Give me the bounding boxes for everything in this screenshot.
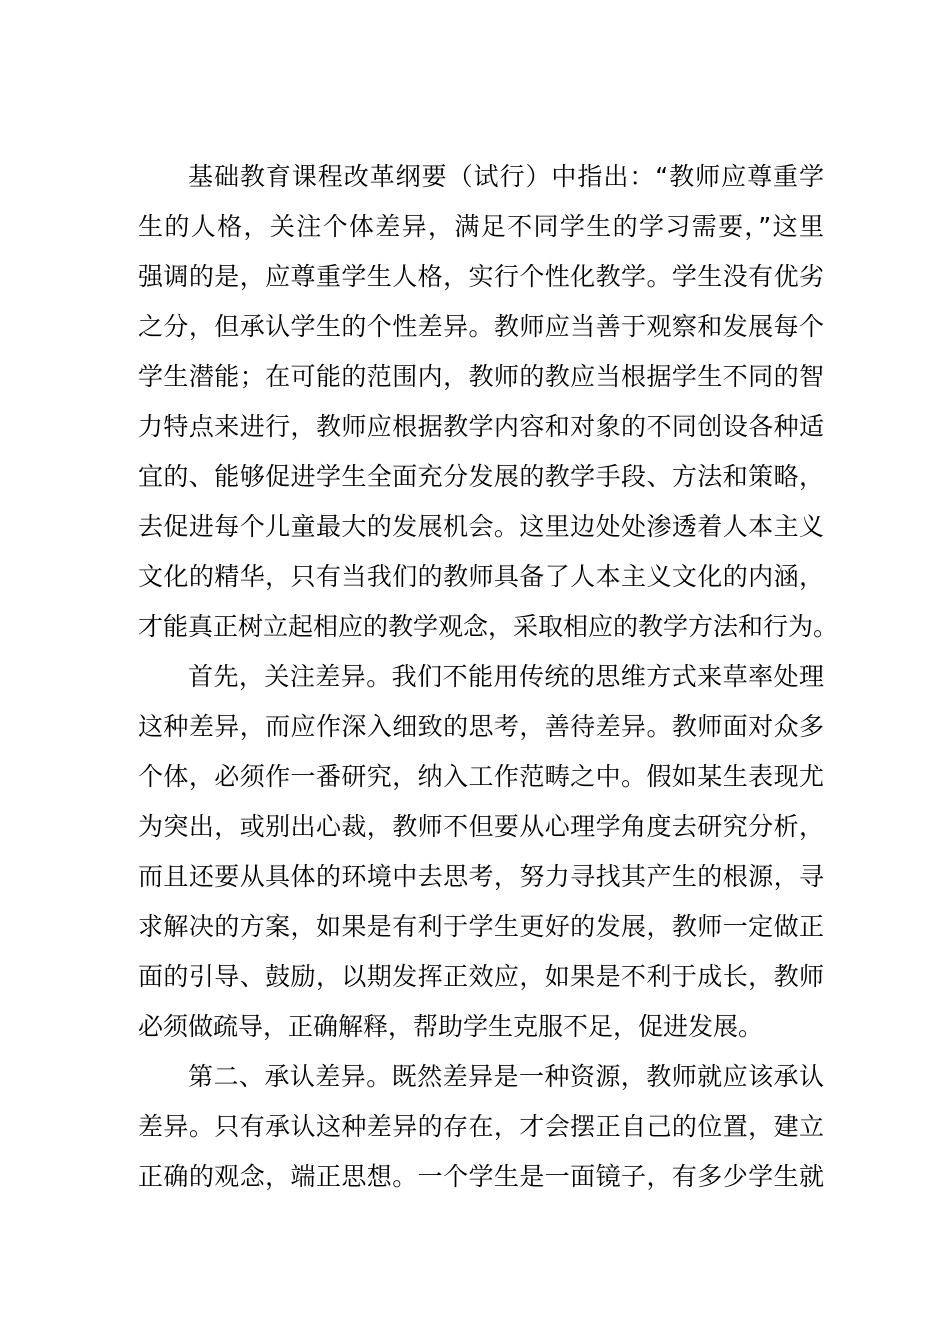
paragraph-3 [138,1052,824,1202]
text-line: 力特点来进行，教师应根据教学内容和对象的不同创设各种适 [138,412,824,441]
paragraph-1 [138,152,839,652]
text-line: 宜的、能够促进学生全面充分发展的教学手段、方法和策略， [138,462,824,491]
paragraph-2 [138,652,824,1052]
text-line: 差异。只有承认这种差异的存在，才会摆正自己的位置，建立 [138,1112,824,1141]
text-line: 为突出，或别出心裁，教师不但要从心理学角度去研究分析， [138,812,824,841]
text-line: 去促进每个儿童最大的发展机会。这里边处处渗透着人本主义 [138,512,824,541]
text-line: 生的人格，关注个体差异，满足不同学生的学习需要，”这里 [138,212,824,241]
text-line: 第二、承认差异。既然差异是一种资源，教师就应该承认 [188,1062,824,1091]
text-line: 首先，关注差异。我们不能用传统的思维方式来草率处理 [188,662,824,691]
text-line: 基础教育课程改革纲要（试行）中指出：“教师应尊重学 [188,162,824,191]
text-line: 强调的是，应尊重学生人格，实行个性化教学。学生没有优劣 [138,262,824,291]
text-line: 求解决的方案，如果是有利于学生更好的发展，教师一定做正 [138,912,824,941]
text-line: 正确的观念，端正思想。一个学生是一面镜子，有多少学生就 [138,1162,824,1191]
text-line: 才能真正树立起相应的教学观念，采取相应的教学方法和行为。 [138,612,839,641]
text-line: 之分，但承认学生的个性差异。教师应当善于观察和发展每个 [138,312,824,341]
document-body [138,152,839,1202]
text-line: 文化的精华，只有当我们的教师具备了人本主义文化的内涵， [138,562,824,591]
text-line: 个体，必须作一番研究，纳入工作范畴之中。假如某生表现尤 [138,762,824,791]
text-line: 而且还要从具体的环境中去思考，努力寻找其产生的根源，寻 [138,862,824,891]
text-line: 必须做疏导，正确解释，帮助学生克服不足，促进发展。 [138,1012,764,1041]
text-line: 面的引导、鼓励，以期发挥正效应，如果是不利于成长，教师 [138,962,824,991]
text-line: 学生潜能；在可能的范围内，教师的教应当根据学生不同的智 [138,362,824,391]
text-line: 这种差异，而应作深入细致的思考，善待差异。教师面对众多 [138,712,824,741]
